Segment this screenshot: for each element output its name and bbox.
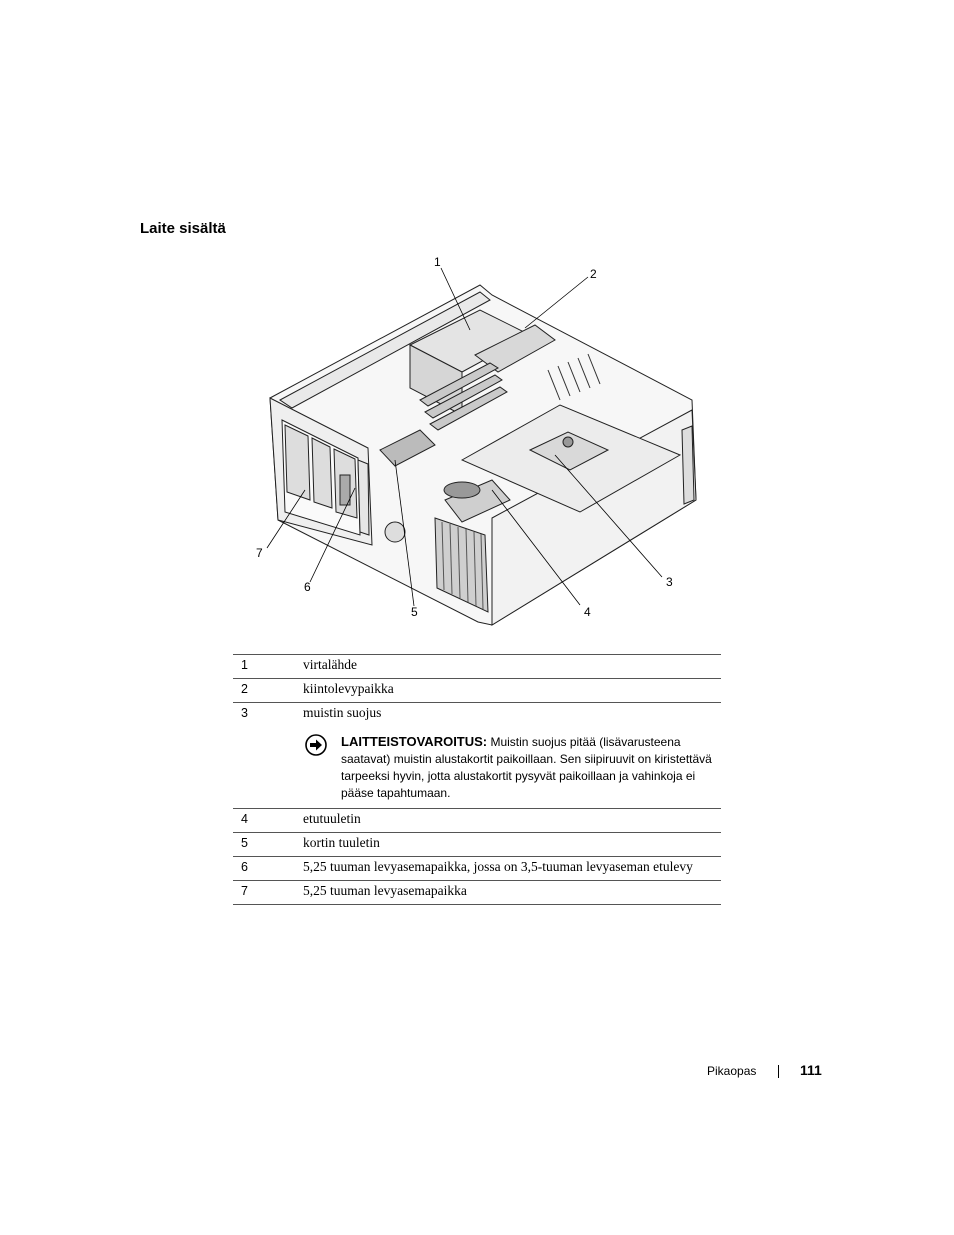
part-label: muistin suojus: [303, 705, 382, 720]
callout-4: 4: [584, 605, 591, 619]
section-title: Laite sisältä: [140, 220, 226, 237]
warning-label: LAITTEISTOVAROITUS:: [341, 734, 488, 749]
warning-body: Muistin suojus pitää (lisävarusteena saatavat) muistin alustakortit paikoillaan. Sen siipiruuvit on kiristettävä tarpeeksi hyvin, jotta alustakortit pysyvät paikoillaan ja vahinkoja ei pääse tapahtumaan.: [341, 735, 712, 800]
table-row: [233, 809, 721, 833]
callout-3: 3: [666, 575, 673, 589]
part-number: 2: [233, 679, 303, 703]
part-number: 7: [233, 881, 303, 905]
part-number: 4: [233, 809, 303, 833]
page-number: 111: [800, 1062, 822, 1078]
callout-2: 2: [590, 267, 597, 281]
computer-interior-figure: [230, 250, 730, 635]
part-number: 6: [233, 857, 303, 881]
part-label: 5,25 tuuman levyasemapaikka: [303, 881, 721, 905]
part-number: 1: [233, 655, 303, 679]
part-cell: [303, 703, 721, 809]
table-row: [233, 655, 721, 679]
callout-6: 6: [304, 580, 311, 594]
footer-divider: [778, 1065, 779, 1078]
table-row: [233, 703, 721, 809]
warning-text: [341, 733, 721, 802]
callout-1: 1: [434, 255, 441, 269]
parts-table: [233, 654, 721, 905]
table-row: [233, 857, 721, 881]
computer-illustration: [230, 250, 730, 635]
callout-5: 5: [411, 605, 418, 619]
table-row: [233, 679, 721, 703]
table-row: [233, 833, 721, 857]
footer-title: Pikaopas: [707, 1064, 757, 1078]
part-label: virtalähde: [303, 655, 721, 679]
part-label: etutuuletin: [303, 809, 721, 833]
part-label: kiintolevypaikka: [303, 679, 721, 703]
part-number: 5: [233, 833, 303, 857]
part-label: kortin tuuletin: [303, 833, 721, 857]
table-row: [233, 881, 721, 905]
hardware-warning: [303, 733, 721, 802]
part-number: 3: [233, 703, 303, 809]
callout-7: 7: [256, 546, 263, 560]
warning-arrow-icon: [305, 734, 327, 756]
part-label: 5,25 tuuman levyasemapaikka, jossa on 3,5-tuuman levyaseman etulevy: [303, 857, 721, 881]
